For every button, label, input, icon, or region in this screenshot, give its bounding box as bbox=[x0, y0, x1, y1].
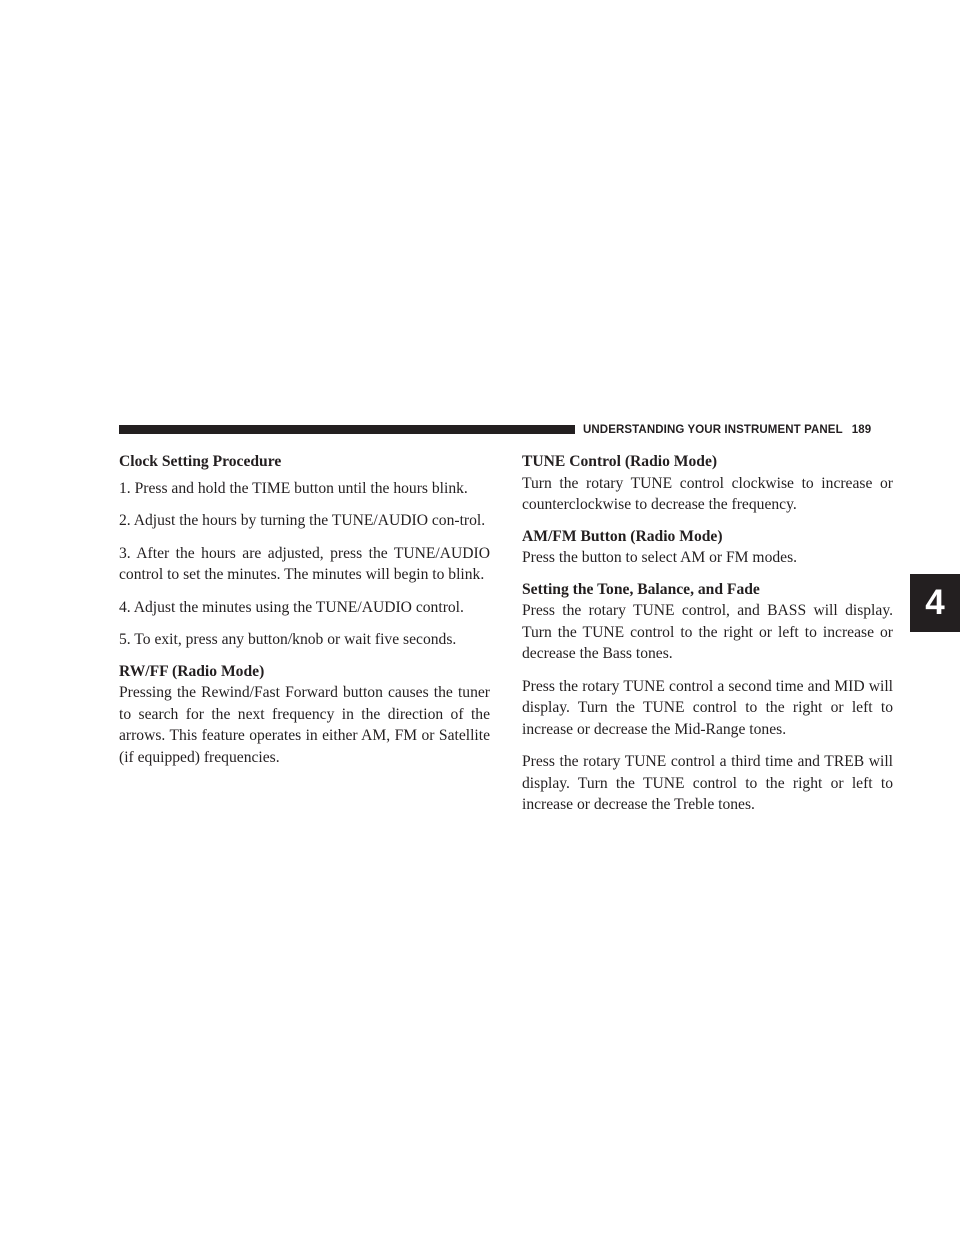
clock-step-4: 4. Adjust the minutes using the TUNE/AUDIO control. bbox=[119, 598, 464, 616]
clock-step-1: 1. Press and hold the TIME button until the hours blink. bbox=[119, 479, 468, 497]
header-rule bbox=[119, 425, 575, 434]
running-header bbox=[583, 423, 871, 437]
right-column bbox=[522, 451, 893, 827]
tune-control-paragraph: Turn the rotary TUNE control clockwise to increase or counterclockwise to decrease the frequency. bbox=[522, 474, 893, 513]
amfm-paragraph: Press the button to select AM or FM modes. bbox=[522, 549, 798, 566]
rwff-paragraph: Pressing the Rewind/Fast Forward button causes the tuner to search for the next frequency in the direction of the arrows. This feature operates in either AM, FM or Satellite (if equipped) frequencies. bbox=[119, 684, 490, 766]
left-column bbox=[119, 451, 490, 779]
clock-step-2: 2. Adjust the hours by turning the TUNE/AUDIO con-trol. bbox=[119, 512, 486, 529]
amfm-heading: AM/FM Button (Radio Mode) bbox=[522, 527, 723, 545]
bass-paragraph: Press the rotary TUNE control, and BASS will display. Turn the TUNE control to the right or left to increase or decrease the Bass tones. bbox=[522, 602, 893, 662]
clock-setting-heading: Clock Setting Procedure bbox=[119, 453, 282, 470]
page-number: 189 bbox=[851, 424, 872, 436]
section-title: UNDERSTANDING YOUR INSTRUMENT PANEL bbox=[583, 424, 843, 436]
tune-control-heading: TUNE Control (Radio Mode) bbox=[522, 453, 718, 470]
tone-heading: Setting the Tone, Balance, and Fade bbox=[522, 580, 760, 598]
chapter-tab: 4 bbox=[910, 574, 960, 632]
rwff-heading: RW/FF (Radio Mode) bbox=[119, 662, 265, 680]
treble-paragraph: Press the rotary TUNE control a third time and TREB will display. Turn the TUNE control to the right or left to increase or decrease the Treble tones. bbox=[522, 753, 893, 813]
clock-step-3: 3. After the hours are adjusted, press the TUNE/AUDIO control to set the minutes. The minutes will begin to blink. bbox=[119, 544, 490, 583]
clock-step-5: 5. To exit, press any button/knob or wait five seconds. bbox=[119, 631, 457, 648]
mid-paragraph: Press the rotary TUNE control a second time and MID will display. Turn the TUNE control to the right or left to increase or decrease the Mid-Range tones. bbox=[522, 677, 893, 738]
